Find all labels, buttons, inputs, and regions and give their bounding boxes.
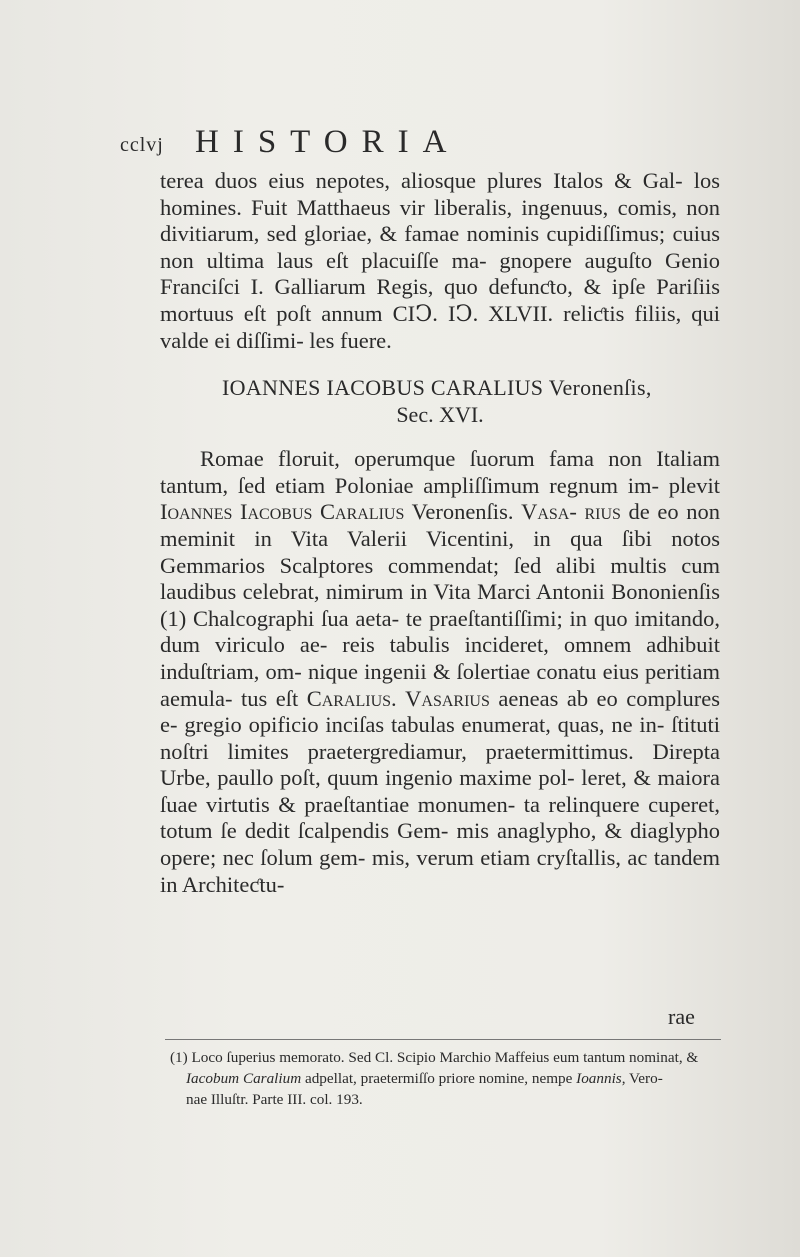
main-text — [160, 168, 720, 898]
footnote-line: nae Illuſtr. Parte III. col. 193. — [186, 1091, 363, 1108]
text-line: alibi multis cum laudibus celebrat, nimirum in Vita — [160, 552, 720, 605]
italic-name: Ioannis — [576, 1070, 622, 1087]
text-line: . — [391, 685, 406, 711]
text-line: mis, verum etiam cryſtallis, ac tandem in Architeƈtu- — [160, 845, 720, 897]
page-header — [0, 126, 800, 166]
running-title: HISTORIA — [195, 124, 461, 160]
text-line: tus eſt — [240, 685, 307, 711]
heading-name: IOANNES IACOBUS CARALIUS Veronenſis, — [222, 375, 652, 401]
footnote-line: (1) Loco ſuperius memorato. Sed Cl. Scipio Marchio Maffeius eum tantum nominat, & — [170, 1049, 699, 1066]
text-line: aeneas ab eo complures e- — [160, 685, 721, 738]
text-line: qua ſibi notos Gemmarios Scalptores commendat; ſed — [160, 525, 721, 578]
paragraph-2 — [160, 446, 720, 898]
person-name: Caralius — [306, 685, 392, 711]
text-line: mis anaglypho, & diaglypho opere; nec ſolum gem- — [160, 818, 720, 871]
italic-name: Iacobum Caralium — [186, 1070, 302, 1087]
catchword: rae — [668, 1004, 695, 1029]
text-line: ta relinquere cuperet, totum ſe dedit ſcalpendis Gem- — [160, 791, 720, 844]
text-line: Romae floruit, operumque ſuorum fama non Italiam — [200, 446, 720, 472]
text-line: te praeſtantiſſimi; in quo imitando, dum viriculo ae- — [160, 605, 721, 658]
footnote-text: , Vero- — [621, 1070, 663, 1087]
person-name: Ioannes Iacobus Caralius — [160, 499, 405, 525]
text-line: leret, & maiora ſuae virtutis & praeſtantiae monumen- — [160, 765, 720, 817]
paragraph-1 — [160, 168, 720, 354]
text-line: reis tabulis incideret, omnem adhibuit induſtriam, om- — [160, 632, 721, 684]
text-line: CIↃ. IↃ. XLVII. reliƈtis filiis, qui valde ei diſſimi- — [160, 300, 720, 353]
text-line: comis, non divitiarum, sed gloriae, & famae nominis — [160, 194, 721, 247]
text-line: nique ingenii & ſolertiae conatu eius peritiam aemula- — [160, 658, 720, 711]
footnote-text: adpellat, praetermiſſo priore nomine, nempe — [301, 1070, 577, 1087]
section-heading — [160, 374, 720, 428]
text-line: Direpta Urbe, paullo poſt, quum ingenio maxime pol- — [160, 738, 720, 791]
text-line: los homines. Fuit Matthaeus vir liberalis, ingenuus, — [160, 168, 721, 220]
text-line: de eo non meminit in Vita Valerii Vicentini, in — [160, 499, 720, 551]
text-line: quo defunƈto, & ipſe Pariſiis mortuus eſt poſt annum — [160, 274, 720, 326]
text-line: terea duos eius nepotes, aliosque plures Italos & Gal- — [160, 168, 683, 193]
person-name: Vasarius — [405, 685, 490, 711]
text-line: ſtituti noſtri limites praetergrediamur, praetermittimus. — [160, 712, 721, 764]
text-line: tantum, ſed etiam Poloniae ampliſſimum regnum im- — [160, 472, 660, 498]
text-line: Marci Antonii Bononienſis (1) Chalcographi ſua aeta- — [160, 579, 720, 631]
page-number: cclvj — [120, 134, 164, 156]
text-line: plevit — [668, 472, 721, 498]
footnote — [170, 1047, 720, 1110]
heading-century: Sec. XVI. — [396, 402, 484, 428]
footnote-divider — [165, 1039, 721, 1040]
footnote-line — [170, 1068, 720, 1089]
text-line: cupidiſſimus; cuius non ultima laus eſt placuiſſe ma- — [160, 221, 720, 273]
text-line: gnopere auguſto Genio Franciſci I. Galliarum Regis, — [160, 247, 720, 300]
text-line: gregio opificio inciſas tabulas enumerat, quas, ne in- — [184, 712, 665, 738]
person-name: Vasa- — [521, 499, 577, 525]
person-name: rius — [584, 499, 621, 525]
text-line: les fuere. — [309, 327, 392, 353]
text-line: Veronenſis. — [404, 499, 522, 525]
